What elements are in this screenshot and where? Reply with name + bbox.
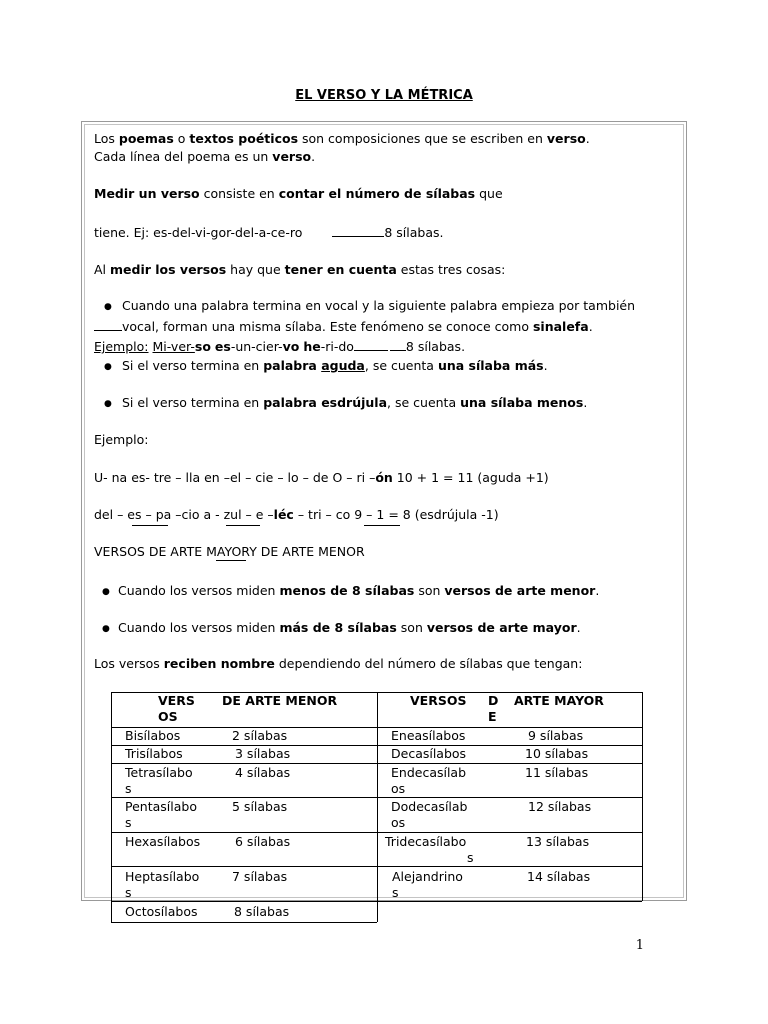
bullet-aguda: Si el verso termina en palabra aguda, se cuenta una sílaba más. [122,358,548,373]
bullet-arte-menor: Cuando los versos miden menos de 8 sílabas son versos de arte menor. [118,583,600,598]
underline-mark [364,525,400,526]
bullet-dot: ● [102,587,110,597]
table-menor-name-cont: s [125,815,132,830]
table-mayor-name-cont: s [392,885,399,900]
bullet-sinalefa-line1: Cuando una palabra termina en vocal y la siguiente palabra empieza por también [122,298,636,313]
table-menor-name: Tetrasílabo [125,765,193,780]
paragraph-medir: Medir un verso consiste en contar el número de sílabas que [94,186,503,201]
underline-mark [216,560,246,561]
table-menor-syllables: 8 sílabas [234,904,290,919]
table-menor-syllables: 4 sílabas [235,765,291,780]
table-menor-name: Bisílabos [125,728,181,743]
table-header-right-a: VERSOS [410,693,467,708]
paragraph-example-ej: tiene. Ej: es-del-vi-gor-del-a-ce-ro 8 sílabas. [94,225,444,240]
bullet-dot: ● [104,399,112,409]
bullet-sinalefa-line2: vocal, forman una misma sílaba. Este fenómeno se conoce como sinalefa. [94,318,593,335]
table-mayor-name: Tridecasílabo [385,834,467,849]
table-border [377,901,642,902]
table-mayor-name-cont: os [391,781,406,796]
table-menor-syllables: 3 sílabas [235,746,291,761]
table-border [111,832,642,833]
table-mayor-name-cont: s [467,850,474,865]
document-title: EL VERSO Y LA MÉTRICA [295,88,473,103]
table-mayor-name: Decasílabos [391,746,467,761]
table-mayor-syllables: 12 sílabas [528,799,592,814]
ejemplo-label: Ejemplo: [94,432,149,447]
table-menor-name: Pentasílabo [125,799,197,814]
table-menor-name: Heptasílabo [125,869,200,884]
table-header-left-b: OS [158,709,178,724]
table-border [111,797,642,798]
table-header-right-d: ARTE MAYOR [514,693,604,708]
table-border [642,692,643,901]
table-mayor-syllables: 11 sílabas [525,765,589,780]
underline-mark [132,525,168,526]
table-menor-syllables: 7 sílabas [232,869,288,884]
table-mayor-name-cont: os [391,815,406,830]
bullet-dot: ● [104,302,112,312]
table-header-left-a: VERS [158,693,195,708]
table-mayor-name: Dodecasílab [391,799,468,814]
table-header-right-c: E [488,709,497,724]
answer-blank [332,224,384,237]
bullet-arte-mayor: Cuando los versos miden más de 8 sílabas son versos de arte mayor. [118,620,581,635]
table-menor-name: Hexasílabos [125,834,201,849]
example-esdrujula: del – es – pa –cio a - zul – e –léc – tri – co 9 – 1 = 8 (esdrújula -1) [94,507,499,522]
table-menor-syllables: 2 sílabas [232,728,288,743]
table-mayor-name: Endecasílab [391,765,467,780]
table-menor-name: Trisílabos [125,746,183,761]
paragraph-intro-line2: Cada línea del poema es un verso. [94,149,316,164]
bullet-esdrujula: Si el verso termina en palabra esdrújula, se cuenta una sílaba menos. [122,395,588,410]
bullet-dot: ● [102,624,110,634]
example-aguda: U- na es- tre – lla en –el – cie – lo – de O – ri –ón 10 + 1 = 11 (aguda +1) [94,470,549,485]
section-arte-mayor-menor: VERSOS DE ARTE MAYORY DE ARTE MENOR [94,544,365,559]
table-border [111,763,642,764]
table-border [111,866,642,867]
table-mayor-syllables: 14 sílabas [527,869,591,884]
table-mayor-syllables: 9 sílabas [528,728,584,743]
table-menor-syllables: 6 sílabas [235,834,291,849]
table-mayor-name: Eneasílabos [391,728,466,743]
table-header-left-c: DE ARTE MENOR [222,693,338,708]
paragraph-reciben-nombre: Los versos reciben nombre dependiendo del número de sílabas que tengan: [94,656,583,671]
table-mayor-name: Alejandrino [392,869,463,884]
table-border [111,901,377,902]
page-number: 1 [635,938,644,953]
table-menor-name-cont: s [125,781,132,796]
table-menor-name: Octosílabos [125,904,198,919]
paragraph-medir-versos: Al medir los versos hay que tener en cuenta estas tres cosas: [94,262,506,277]
table-menor-syllables: 5 sílabas [232,799,288,814]
table-mayor-syllables: 13 sílabas [526,834,590,849]
table-header-right-b: D [488,693,499,708]
sinalefa-example: Ejemplo: Mi-ver-so es-un-cier-vo he-ri-do 8 sílabas. [94,339,466,354]
table-border [111,922,377,923]
paragraph-intro-line1: Los poemas o textos poéticos son composiciones que se escriben en verso. [94,131,590,146]
table-mayor-syllables: 10 sílabas [525,746,589,761]
underline-mark [226,525,260,526]
table-menor-name-cont: s [125,885,132,900]
bullet-dot: ● [104,362,112,372]
